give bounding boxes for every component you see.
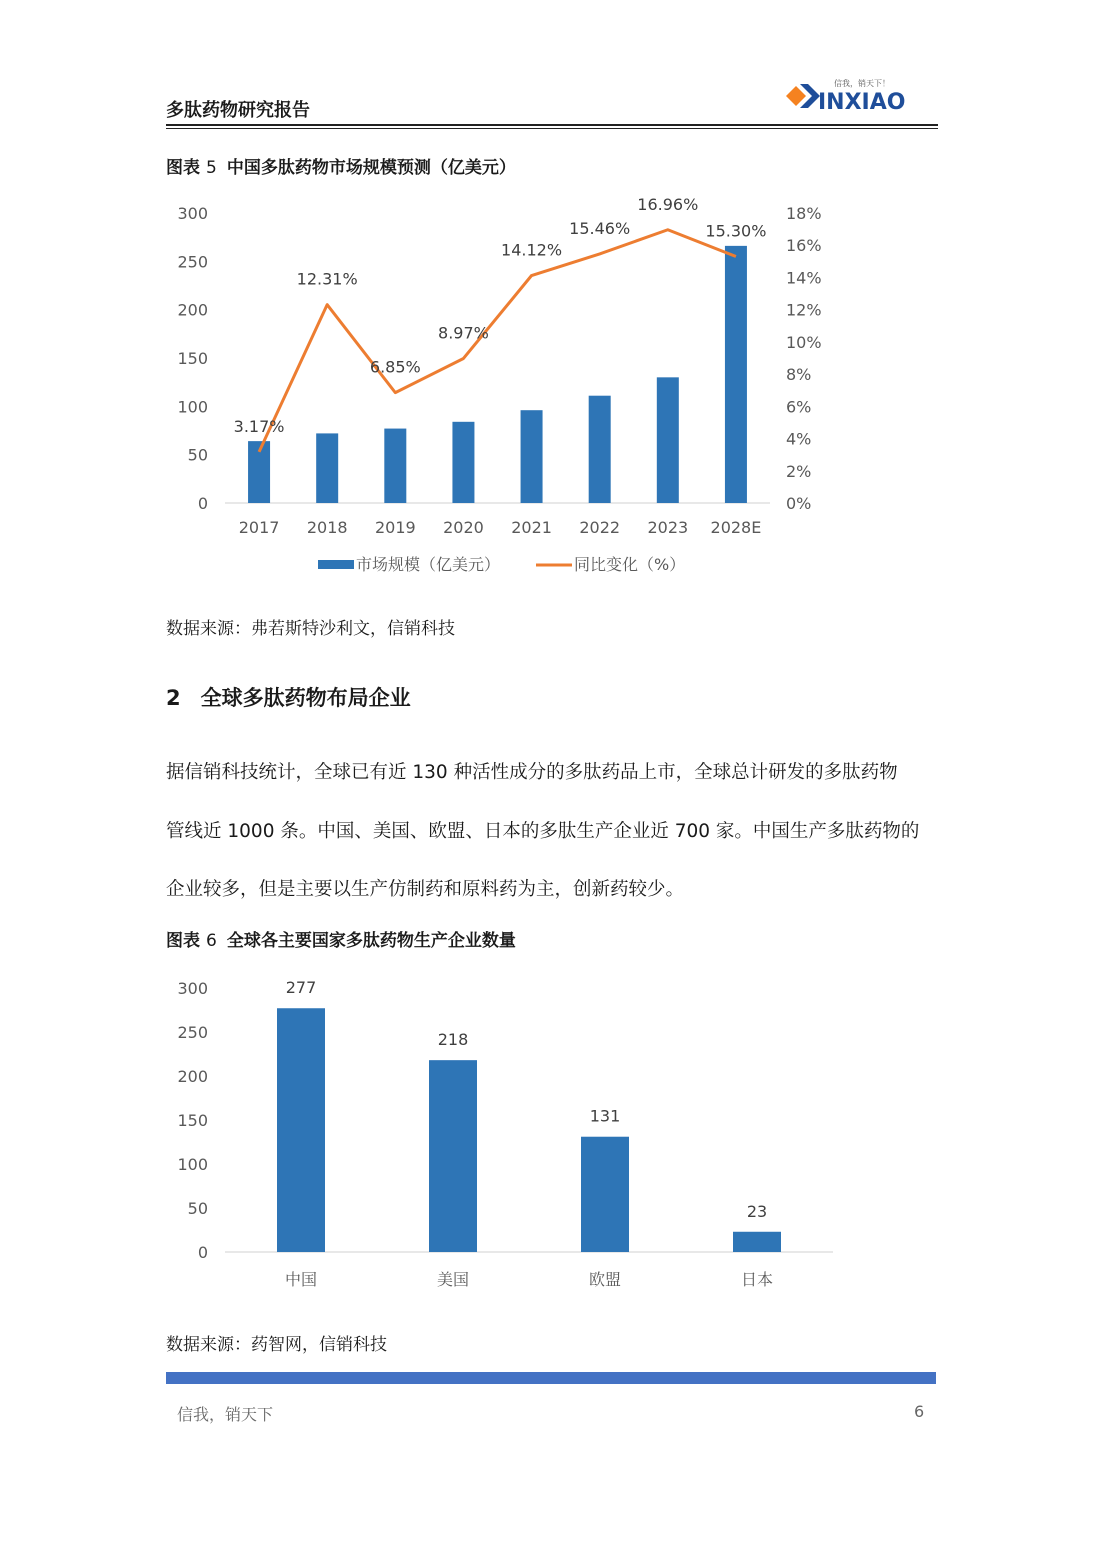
section-title: 全球多肽药物布局企业 xyxy=(200,686,411,710)
bar xyxy=(429,1060,477,1252)
x-tick-label: 2018 xyxy=(306,518,348,537)
data-label: 15.46% xyxy=(569,218,631,238)
figure6-caption-number: 6 xyxy=(206,931,217,951)
figure5-caption xyxy=(166,153,516,178)
section-number: 2 xyxy=(166,686,181,710)
x-tick-label: 2017 xyxy=(238,518,280,537)
bar xyxy=(521,410,543,503)
y-left-tick-label: 150 xyxy=(177,349,208,368)
legend-bar-swatch xyxy=(318,560,354,569)
y-right-tick-label: 18% xyxy=(786,204,822,223)
company-logo xyxy=(786,74,936,118)
bar xyxy=(657,377,679,503)
figure5-source: 数据来源：弗若斯特沙利文，信销科技 xyxy=(166,619,455,639)
data-label: 16.96% xyxy=(637,195,699,214)
figure5-caption-label: 图表 xyxy=(166,158,200,178)
y-tick-label: 50 xyxy=(187,1199,208,1218)
bar xyxy=(589,396,611,503)
x-tick-label: 中国 xyxy=(284,1270,318,1289)
logo-text: INXIAO xyxy=(818,90,906,115)
y-right-tick-label: 2% xyxy=(786,461,812,481)
paragraph-line: 管线近 1000 条。中国、美国、欧盟、日本的多肽生产企业近 700 家。中国生产多肽药物的 xyxy=(166,820,920,842)
x-tick-label: 2021 xyxy=(511,518,552,537)
x-tick-label: 2020 xyxy=(443,518,484,537)
x-tick-label: 2019 xyxy=(374,518,416,537)
bar xyxy=(277,1008,325,1252)
figure5-caption-number: 5 xyxy=(206,158,217,178)
y-right-tick-label: 12% xyxy=(786,300,822,320)
y-left-tick-label: 200 xyxy=(177,300,208,320)
y-left-tick-label: 250 xyxy=(177,252,208,272)
legend-label: 市场规模（亿美元） xyxy=(356,555,501,574)
figure6-caption xyxy=(166,926,516,951)
data-label: 23 xyxy=(746,1201,768,1221)
bar xyxy=(733,1232,781,1252)
bar xyxy=(316,433,338,503)
x-tick-label: 2023 xyxy=(647,518,689,537)
y-right-tick-label: 4% xyxy=(786,429,812,449)
data-label: 12.31% xyxy=(296,269,358,289)
y-left-tick-label: 50 xyxy=(187,445,208,465)
report-title: 多肽药物研究报告 xyxy=(166,100,310,121)
paragraph-line: 据信销科技统计，全球已有近 130 种活性成分的多肽药品上市，全球总计研发的多肽药物 xyxy=(166,762,898,783)
y-left-tick-label: 300 xyxy=(177,204,208,223)
y-left-tick-label: 100 xyxy=(177,397,208,417)
figure6-caption-label: 图表 xyxy=(166,931,200,951)
y-tick-label: 300 xyxy=(177,979,208,998)
legend-label: 同比变化（%） xyxy=(574,555,686,574)
data-label: 3.17% xyxy=(233,416,285,436)
footer-bar xyxy=(166,1372,936,1384)
footer-slogan: 信我，销天下 xyxy=(177,1405,274,1424)
bar xyxy=(452,422,474,503)
data-label: 218 xyxy=(437,1030,469,1050)
bar xyxy=(384,429,406,503)
figure5-caption-title: 中国多肽药物市场规模预测（亿美元） xyxy=(226,158,516,178)
section-heading xyxy=(166,682,411,712)
y-tick-label: 0 xyxy=(197,1243,208,1262)
bar xyxy=(581,1137,629,1252)
header-rule-thin xyxy=(166,128,938,129)
data-label: 6.85% xyxy=(369,357,421,377)
data-label: 131 xyxy=(589,1106,621,1126)
y-right-tick-label: 6% xyxy=(786,397,812,417)
logo-diamond-icon xyxy=(786,86,806,106)
x-tick-label: 2022 xyxy=(579,518,621,537)
y-right-tick-label: 8% xyxy=(786,365,812,385)
figure6-source: 数据来源：药智网，信销科技 xyxy=(166,1335,387,1355)
header-rule-thick xyxy=(166,124,938,126)
y-right-tick-label: 0% xyxy=(786,494,812,513)
y-right-tick-label: 10% xyxy=(786,332,822,352)
x-tick-label: 美国 xyxy=(436,1270,470,1289)
data-label: 8.97% xyxy=(438,323,489,343)
y-tick-label: 150 xyxy=(177,1111,208,1130)
y-tick-label: 100 xyxy=(177,1155,208,1174)
x-tick-label: 日本 xyxy=(740,1270,774,1289)
data-label: 15.30% xyxy=(705,221,767,241)
data-label: 277 xyxy=(285,978,317,998)
paragraph-line: 企业较多，但是主要以生产仿制药和原料药为主，创新药较少。 xyxy=(166,879,685,900)
figure6-caption-title: 全球各主要国家多肽药物生产企业数量 xyxy=(226,931,516,951)
page-number: 6 xyxy=(914,1402,925,1421)
bar xyxy=(725,246,747,503)
data-label: 14.12% xyxy=(501,240,563,260)
y-tick-label: 250 xyxy=(177,1023,208,1042)
logo-tagline: 信我，销天下！ xyxy=(834,79,890,88)
y-right-tick-label: 16% xyxy=(786,236,822,256)
y-right-tick-label: 14% xyxy=(786,268,822,288)
figure6-chart xyxy=(160,970,850,1300)
y-left-tick-label: 0 xyxy=(197,494,208,513)
y-tick-label: 200 xyxy=(177,1067,208,1086)
figure5-chart xyxy=(160,195,840,590)
body-paragraph xyxy=(166,744,938,920)
x-tick-label: 欧盟 xyxy=(588,1270,622,1289)
x-tick-label: 2028E xyxy=(710,518,762,537)
